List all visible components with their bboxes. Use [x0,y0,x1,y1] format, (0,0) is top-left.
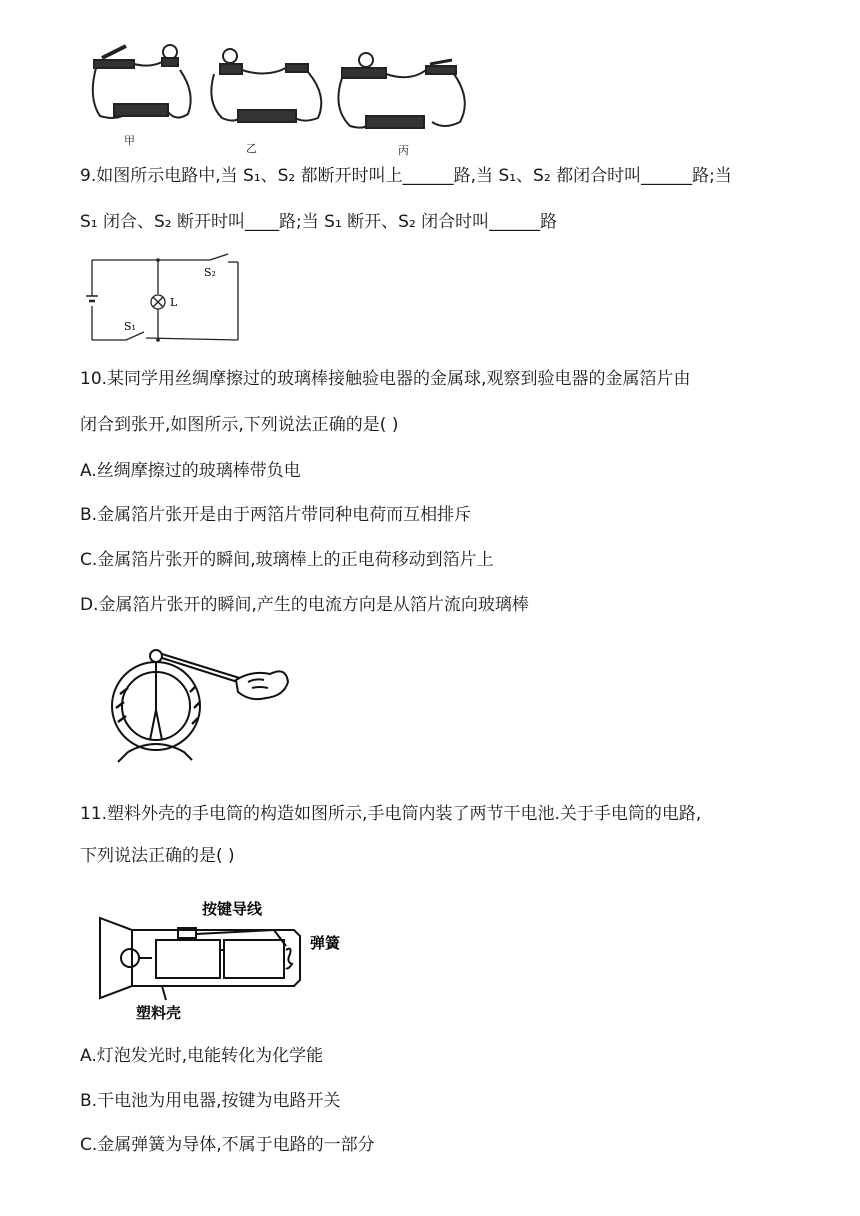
circuit-jia [93,45,191,147]
q11-text-line2: 下列说法正确的是( ) [80,846,235,866]
q10-option-c: C.金属箔片张开的瞬间,玻璃棒上的正电荷移动到箔片上 [80,550,494,570]
q11-option-a: A.灯泡发光时,电能转化为化学能 [80,1046,324,1066]
label-lamp: L [170,296,178,309]
caption-jia: 甲 [124,134,135,147]
label-plastic-shell: 塑料壳 [136,1004,182,1022]
label-s2: S₂ [204,266,216,279]
q9-text-line2: S₁ 闭合、S₂ 断开时叫____路;当 S₁ 断开、S₂ 闭合时叫______路 [80,212,558,232]
q10-option-d: D.金属箔片张开的瞬间,产生的电流方向是从箔片流向玻璃棒 [80,595,529,615]
circuit-figure-jia-yi-bing [80,38,480,156]
circuit-yi [211,49,321,155]
q10-text-line2: 闭合到张开,如图所示,下列说法正确的是( ) [80,415,399,435]
q10-option-b: B.金属箔片张开是由于两箔片带同种电荷而互相排斥 [80,505,472,525]
caption-yi: 乙 [246,142,257,155]
q10-text-line1: 10.某同学用丝绸摩擦过的玻璃棒接触验电器的金属球,观察到验电器的金属箔片由 [80,369,691,389]
q9-circuit-diagram [86,252,246,346]
q11-option-c: C.金属弹簧为导体,不属于电路的一部分 [80,1135,375,1155]
label-s1: S₁ [124,320,136,333]
q9-text-line1: 9.如图所示电路中,当 S₁、S₂ 都断开时叫上______路,当 S₁、S₂ 都闭合时叫______路;当 [80,166,732,186]
label-spring: 弹簧 [310,934,341,952]
caption-bing: 丙 [398,144,409,156]
q10-option-a: A.丝绸摩擦过的玻璃棒带负电 [80,461,301,481]
q11-flashlight-figure [94,890,364,1032]
q11-option-b: B.干电池为用电器,按键为电路开关 [80,1091,341,1111]
q10-electroscope-figure [106,636,292,772]
q11-text-line1: 11.塑料外壳的手电筒的构造如图所示,手电筒内装了两节干电池.关于手电筒的电路, [80,804,702,824]
label-button-wire: 按键导线 [202,900,263,918]
circuit-bing [338,53,464,156]
